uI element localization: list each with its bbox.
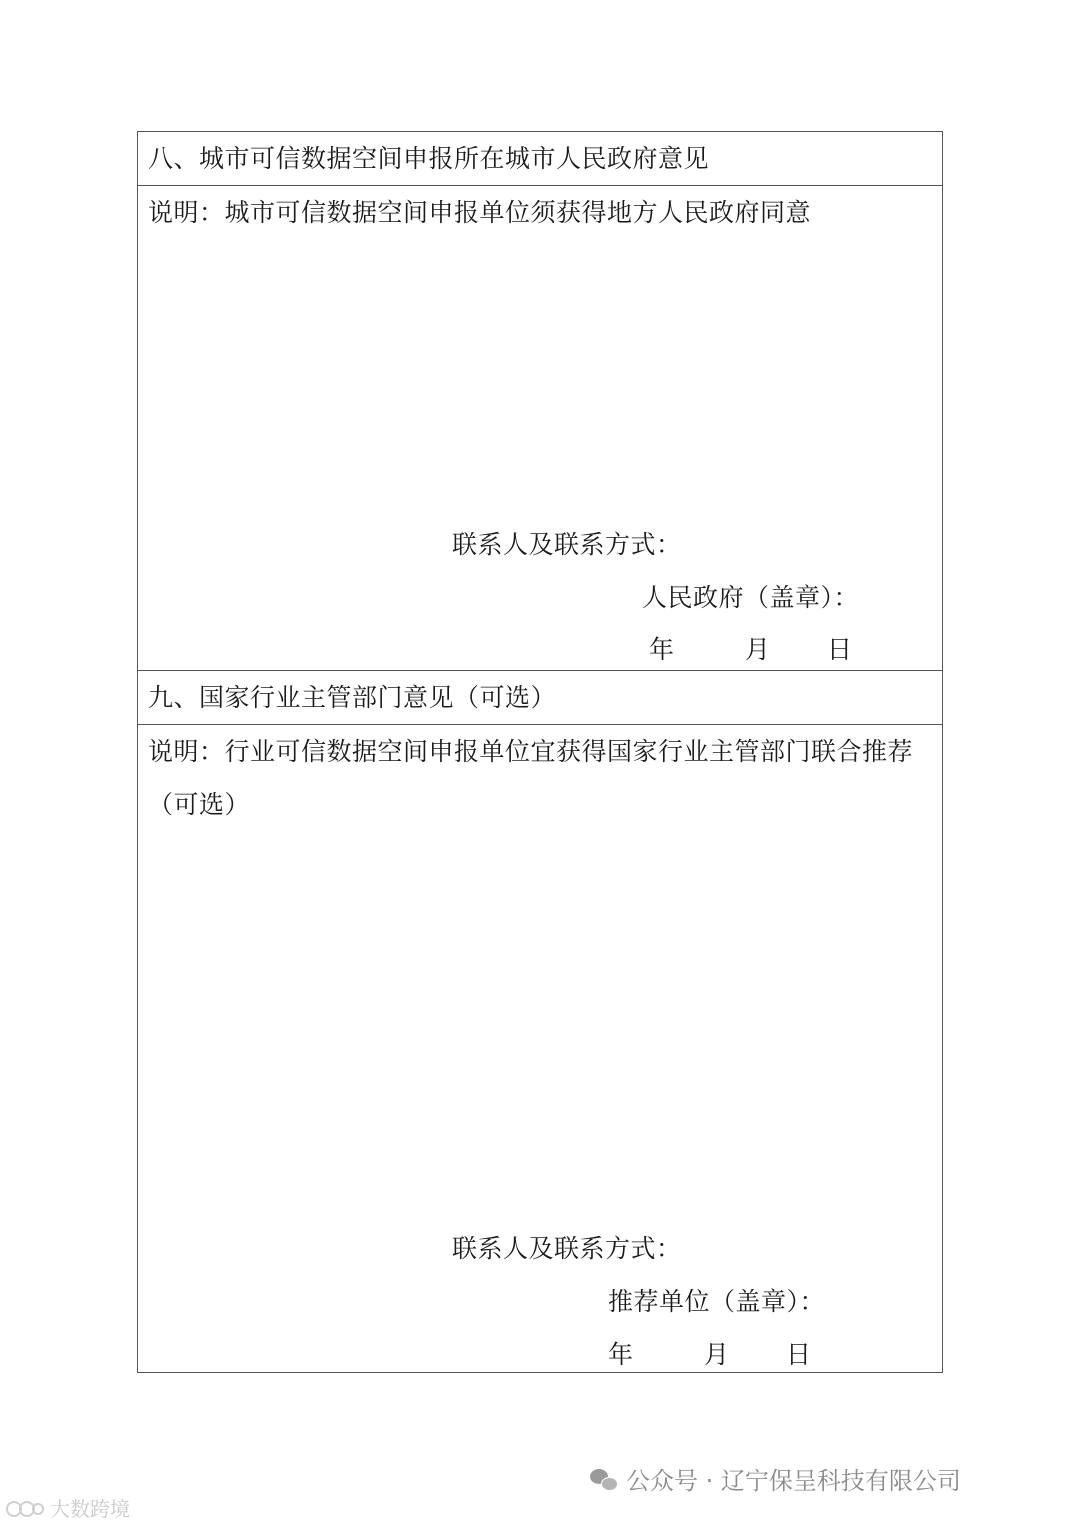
section-8-date-year: 年 <box>649 635 675 664</box>
section-8-seal-label: 人民政府（盖章）： <box>642 583 860 612</box>
section-9-title: 九、国家行业主管部门意见（可选） <box>148 683 557 712</box>
section-8-date-month: 月 <box>745 635 771 664</box>
section-8-body <box>138 186 942 671</box>
section-9-contact-label: 联系人及联系方式： <box>452 1234 682 1263</box>
section-9-note: 说明：行业可信数据空间申报单位宜获得国家行业主管部门联合推荐（可选） <box>148 737 914 819</box>
section-8-date-day: 日 <box>827 635 853 664</box>
section-9-date-day: 日 <box>786 1340 812 1369</box>
logo-icon <box>6 1498 46 1518</box>
section-9-date-year: 年 <box>608 1340 634 1369</box>
wechat-watermark <box>590 1461 961 1496</box>
wechat-icon <box>590 1467 618 1491</box>
section-9-seal-label: 推荐单位（盖章）： <box>608 1287 826 1316</box>
section-9-header <box>138 671 942 725</box>
section-8-title: 八、城市可信数据空间申报所在城市人民政府意见 <box>148 144 710 173</box>
section-8-note: 说明：城市可信数据空间申报单位须获得地方人民政府同意 <box>148 198 812 227</box>
section-8-header <box>138 132 942 186</box>
approval-form-table <box>137 131 943 1373</box>
section-9-body <box>138 725 942 1372</box>
section-9-date-month: 月 <box>704 1340 730 1369</box>
section-8-contact-label: 联系人及联系方式： <box>452 530 682 559</box>
corner-watermark <box>6 1493 130 1522</box>
watermark-text: 公众号 · 辽宁保呈科技有限公司 <box>626 1467 961 1495</box>
corner-mark-text: 大数跨境 <box>50 1497 130 1521</box>
